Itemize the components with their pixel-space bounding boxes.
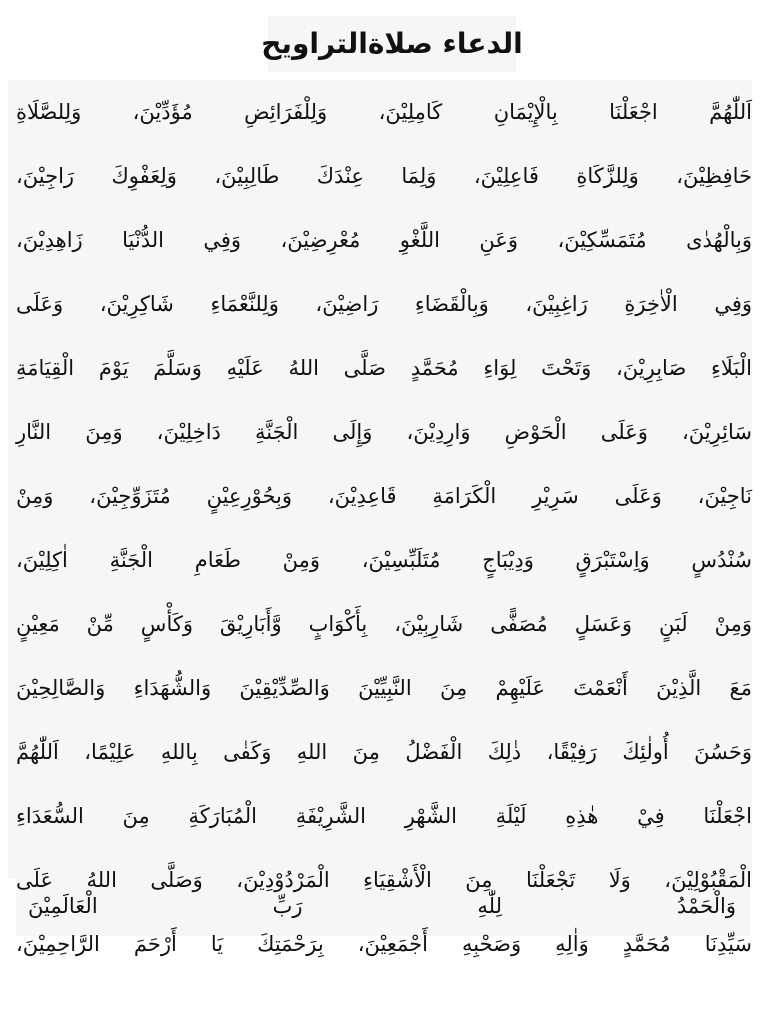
prayer-line: حَافِظِيْنَ، وَلِلزَّكَاةِ فَاعِلِيْنَ، وَلِمَا عِنْدَكَ طَالِبِيْنَ، وَلِعَفْوِكَ رَاجِيْنَ، (16, 164, 752, 188)
prayer-line: سُنْدُسٍ وَاِسْتَبْرَقٍ وَدِيْبَاجٍ مُتَلَبِّسِيْنَ، وَمِنْ طَعَامِ الْجَنَّةِ اٰكِلِيْنَ، (16, 548, 752, 572)
prayer-line: اَللّٰهُمَّ اجْعَلْنَا بِالْإِيْمَانِ كَامِلِيْنَ، وَلِلْفَرَائِضِ مُؤَدِّيْنَ، وَلِلصَّلَاةِ (16, 100, 752, 124)
closing-line (16, 874, 750, 938)
prayer-line: وَبِالْهُدٰى مُتَمَسِّكِيْنَ، وَعَنِ اللَّغْوِ مُعْرِضِيْنَ، وَفِي الدُّنْيَا زَاهِدِيْنَ، (16, 228, 752, 252)
prayer-line: نَاجِيْنَ، وَعَلَى سَرِيْرِ الْكَرَامَةِ قَاعِدِيْنَ، وَبِحُوْرِعِيْنٍ مُتَزَوِّجِيْنَ، وَمِنْ (16, 484, 752, 508)
title-box (261, 16, 523, 72)
prayer-text (16, 80, 752, 976)
prayer-line: سَائِرِيْنَ، وَعَلَى الْحَوْضِ وَارِدِيْنَ، وَإِلَى الْجَنَّةِ دَاخِلِيْنَ، وَمِنَ النَّارِ (16, 420, 752, 444)
closing-word: الْعَالَمِيْنَ (28, 894, 98, 918)
closing-word: رَبِّ (272, 894, 303, 918)
prayer-line: وَمِنْ لَبَنٍ وَعَسَلٍ مُصَفًّى شَارِبِيْنَ، بِأَكْوَابٍ وَّأَبَارِيْقَ وَكَأْسٍ مِّنْ مَعِيْنٍ (16, 612, 752, 636)
prayer-line: وَحَسُنَ أُولٰئِكَ رَفِيْقًا، ذٰلِكَ الْفَضْلُ مِنَ اللهِ وَكَفٰى بِاللهِ عَلِيْمًا، اَللّٰهُمَّ (16, 740, 752, 764)
prayer-line: الْبَلَاءِ صَابِرِيْنَ، وَتَحْتَ لِوَاءِ مُحَمَّدٍ صَلَّى اللهُ عَلَيْهِ وَسَلَّمَ يَوْمَ الْقِيَامَةِ (16, 356, 752, 380)
prayer-line: اجْعَلْنَا فِيْ هٰذِهِ لَيْلَةِ الشَّهْرِ الشَّرِيْفَةِ الْمُبَارَكَةِ مِنَ السُّعَدَاءِ (16, 804, 752, 828)
prayer-line: سَيِّدِنَا مُحَمَّدٍ وَاٰلِهِ وَصَحْبِهِ أَجْمَعِيْنَ، بِرَحْمَتِكَ يَا أَرْحَمَ الرَّاحِمِيْنَ، (16, 932, 752, 956)
prayer-line: الْمَقْبُوْلِيْنَ، وَلَا تَجْعَلْنَا مِنَ الْأَشْقِيَاءِ الْمَرْدُوْدِيْنَ، وَصَلَّى اللهُ عَلَى (16, 868, 752, 892)
page-title: الدعاء صلاةالتراويح (261, 27, 523, 60)
closing-word: وَالْحَمْدُ (676, 894, 736, 918)
prayer-line: مَعَ الَّذِيْنَ أَنْعَمْتَ عَلَيْهِمْ مِنَ النَّبِيِّيْنَ وَالصِّدِّيْقِيْنَ وَالشُّهَدَاءِ وَالصَّالِحِيْنَ (16, 676, 752, 700)
prayer-line: وَفِي الْاٰخِرَةِ رَاغِبِيْنَ، وَبِالْقَضَاءِ رَاضِيْنَ، وَلِلنَّعْمَاءِ شَاكِرِيْنَ، وَعَلَى (16, 292, 752, 316)
closing-word: لِلّٰهِ (477, 894, 502, 918)
